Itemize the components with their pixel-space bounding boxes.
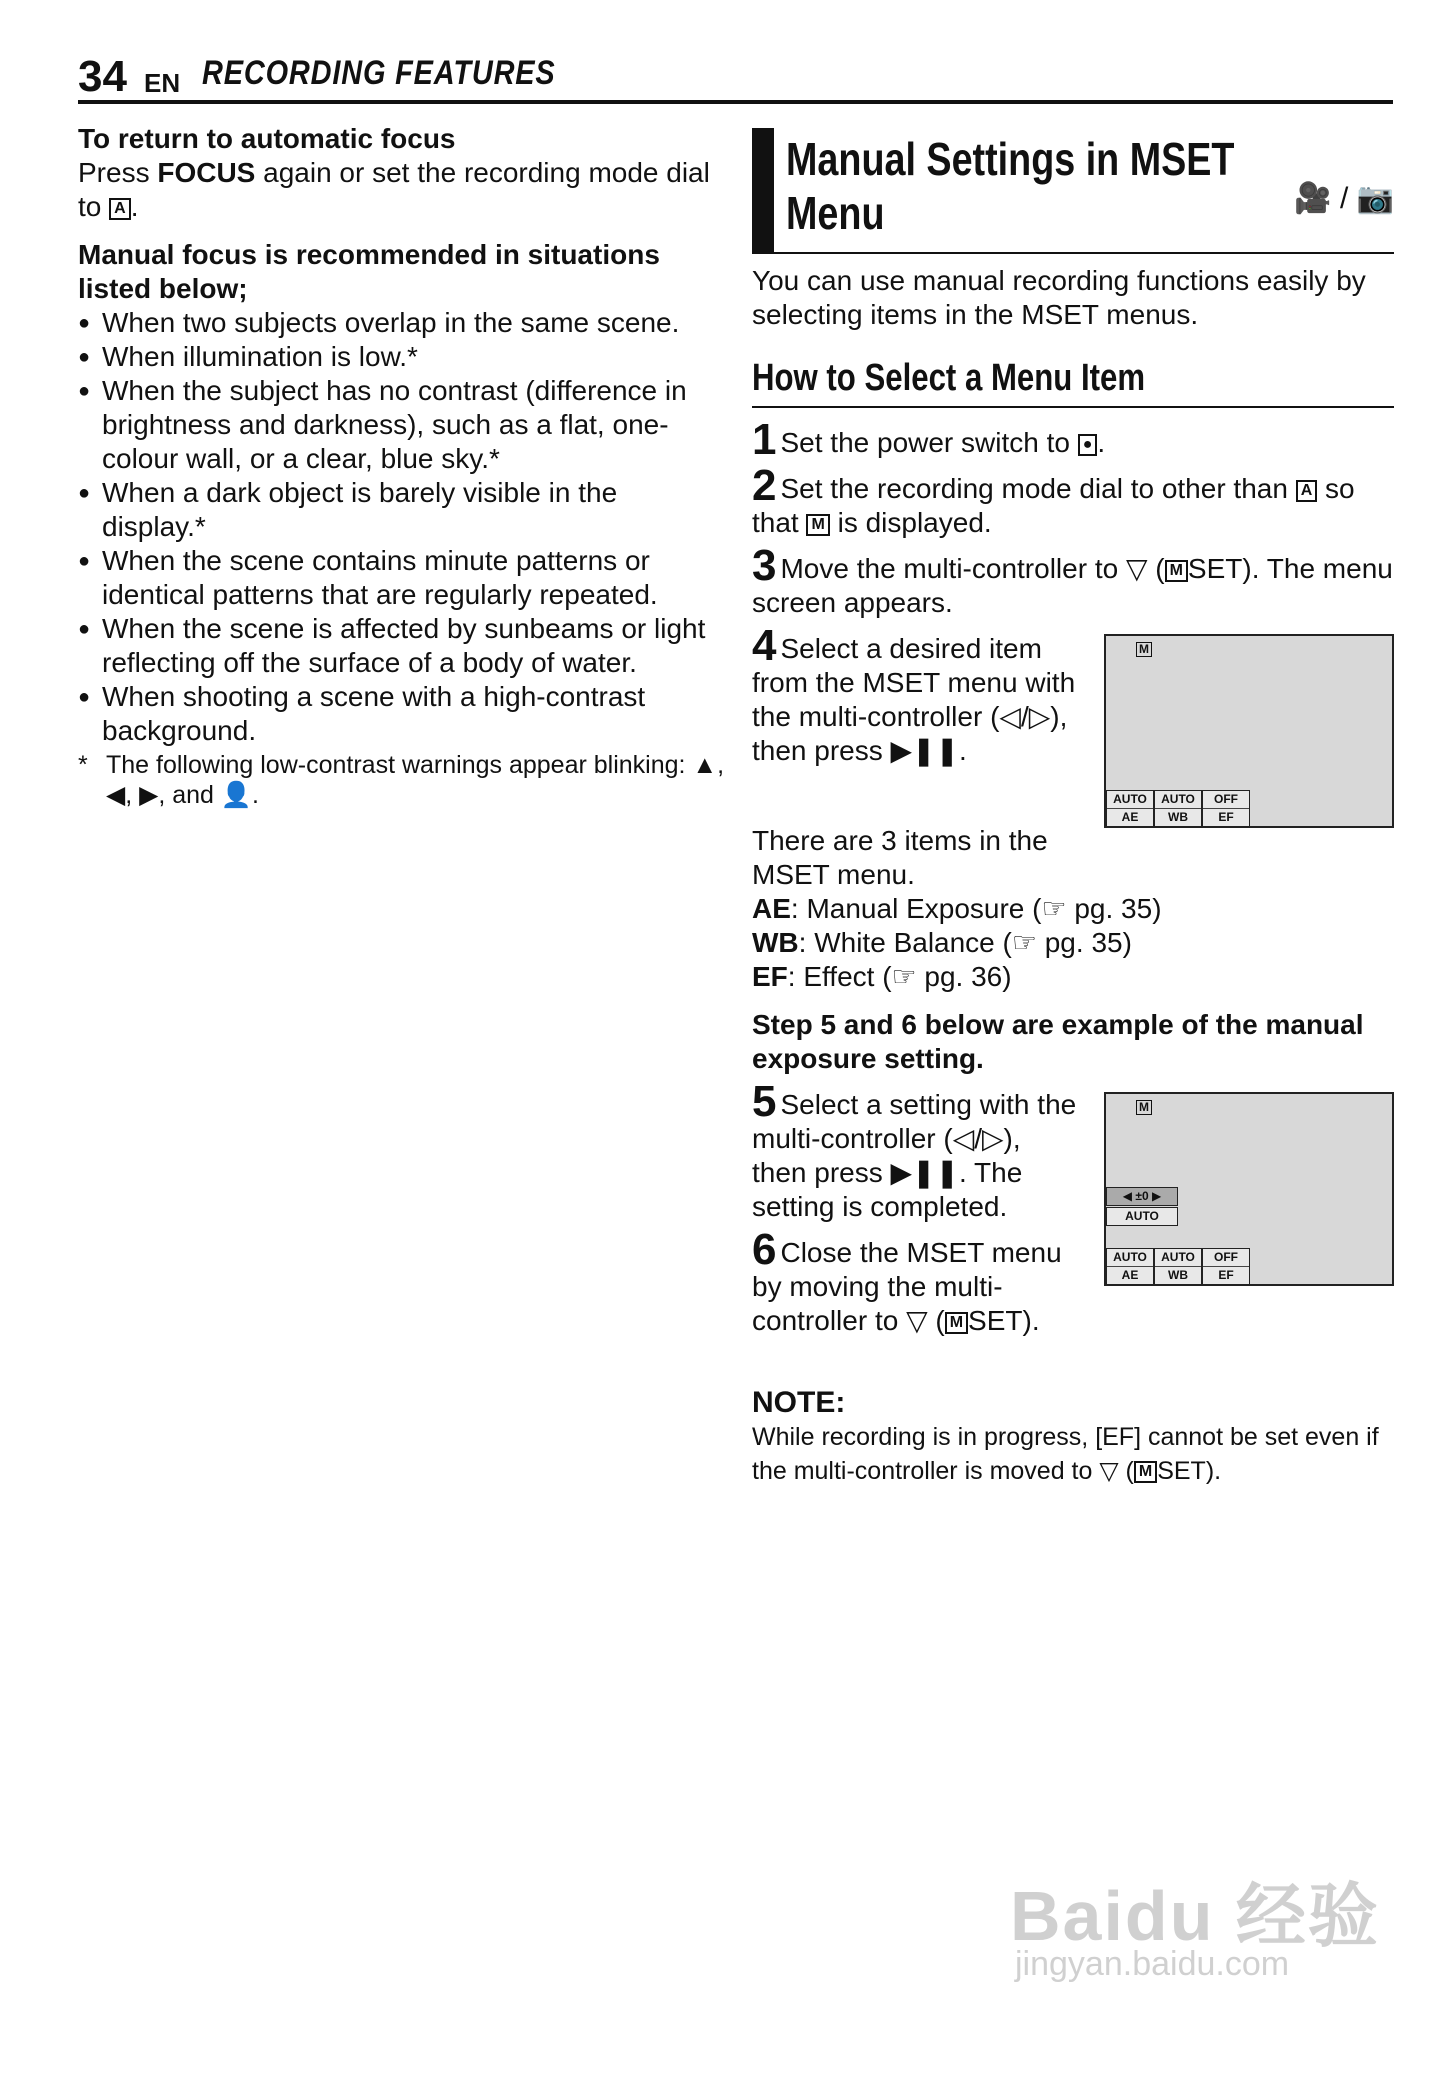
menu-item-value: AUTO	[1155, 1249, 1201, 1267]
exposure-value: AUTO	[1106, 1207, 1178, 1226]
list-item: ● When the scene is affected by sunbeams or light reflecting off the surface of a body of water.	[78, 612, 728, 680]
section-title: RECORDING FEATURES	[202, 54, 556, 92]
situation-list	[78, 306, 728, 748]
note-text	[752, 1420, 1394, 1488]
step-number: 1	[752, 415, 777, 464]
item-key: AE	[752, 893, 791, 924]
sub-heading	[752, 354, 1394, 408]
return-text-2: again or set the recording mode dial to	[78, 157, 710, 222]
footnote-star: *	[78, 751, 88, 779]
footnote-end: .	[252, 781, 259, 809]
mset-menu-screen	[1104, 634, 1394, 828]
step-5-6-row	[752, 1077, 1394, 1374]
menu-item-label: AE	[1121, 810, 1139, 824]
menu-item-ef	[1202, 790, 1250, 826]
menu-item-wb	[1154, 790, 1202, 826]
menu-item-label: AE	[1121, 1268, 1139, 1282]
footnote	[78, 750, 728, 810]
step-2	[752, 461, 1394, 540]
watermark-url: jingyan.baidu.com	[1015, 1945, 1290, 1983]
main-title-block	[752, 128, 1394, 254]
list-item: ● When shooting a scene with a high-contrast background.	[78, 680, 728, 748]
list-item: ● When a dark object is barely visible in the display.*	[78, 476, 728, 544]
watermark-logo: Baidu 经验	[1010, 1877, 1380, 1955]
menu-item-ae	[1106, 1248, 1154, 1284]
auto-mode-icon: A	[1296, 480, 1318, 502]
menu-item-value: OFF	[1203, 791, 1249, 809]
camera-mode-icon: ●	[1078, 434, 1098, 456]
item-text: : Effect (☞ pg. 36)	[787, 961, 1012, 992]
item-wb	[752, 926, 1394, 960]
note-heading: NOTE:	[752, 1386, 846, 1419]
manual-badge: M	[1136, 1100, 1152, 1115]
step-1	[752, 415, 1394, 464]
recommend-heading: Manual focus is recommended in situations listed below;	[78, 239, 660, 304]
person-icon: 👤	[220, 781, 253, 809]
step-text: Select a setting with the multi-controller (◁/▷), then press ▶❚❚. The setting is completed.	[752, 1089, 1077, 1222]
step-text: Set the recording mode dial to other than	[780, 473, 1296, 504]
menu-item-wb	[1154, 1248, 1202, 1284]
mset-label: SET	[1157, 1457, 1206, 1485]
step-text: Set the power switch to	[780, 427, 1078, 458]
footnote-text: The following low-contrast warnings appear blinking:	[106, 751, 693, 779]
right-column	[752, 128, 1394, 1488]
menu-item-label: EF	[1218, 810, 1234, 824]
manual-mode-icon: M	[806, 514, 829, 536]
menu-item-value: OFF	[1203, 1249, 1249, 1267]
step-mid: so that	[752, 473, 1355, 538]
list-item: ● When the subject has no contrast (difference in brightness and darkness), such as a flat, one-colour wall, or a clear, blue sky.*	[78, 374, 728, 476]
menu-item-value: AUTO	[1107, 1249, 1153, 1267]
step-text: Select a desired item from the MSET menu with the multi-controller (◁/▷), then press ▶❚❚.	[752, 633, 1076, 766]
manual-mode-icon: M	[1165, 560, 1188, 582]
sub-heading-text: How to Select a Menu Item	[752, 357, 1146, 399]
main-title-line-2: Menu	[786, 187, 885, 239]
list-item: ● When illumination is low.*	[78, 340, 728, 374]
menu-item-ef	[1202, 1248, 1250, 1284]
example-heading: Step 5 and 6 below are example of the manual exposure setting.	[752, 1009, 1364, 1074]
manual-mode-icon: M	[945, 1312, 968, 1334]
step-number: 5	[752, 1077, 777, 1126]
step-6	[752, 1225, 1082, 1338]
title-bar	[752, 128, 774, 252]
language-code: EN	[144, 68, 181, 98]
item-text: : Manual Exposure (☞ pg. 35)	[790, 893, 1162, 924]
step-number: 3	[752, 541, 777, 590]
step-end: ). The menu screen appears.	[752, 553, 1393, 618]
note-end: ).	[1205, 1457, 1222, 1485]
item-key: WB	[752, 927, 799, 958]
item-ef	[752, 960, 1394, 994]
step-text: Move the multi-controller to ▽ (	[780, 553, 1165, 584]
menu-item-value: AUTO	[1107, 791, 1153, 809]
item-ae	[752, 892, 1394, 926]
mset-menu	[1106, 790, 1250, 826]
left-column	[78, 122, 728, 810]
note-body: While recording is in progress, [EF] cannot be set even if the multi-controller is moved to ▽ (	[752, 1423, 1379, 1485]
items-intro: There are 3 items in the MSET menu.	[752, 825, 1048, 890]
manual-badge: M	[1136, 642, 1152, 657]
main-title	[786, 132, 1234, 240]
warning-icons: ▲, ◀, ▶, and	[106, 751, 725, 809]
manual-mode-icon: M	[1134, 1461, 1157, 1483]
return-text-1: Press	[78, 157, 158, 188]
step-3	[752, 541, 1394, 620]
step-end: ).	[1022, 1305, 1040, 1336]
mode-icons: 🎥 / 📷	[1294, 182, 1394, 215]
item-key: EF	[752, 961, 788, 992]
list-item: ● When the scene contains minute patterns or identical patterns that are regularly repeated.	[78, 544, 728, 612]
return-focus-text	[78, 156, 728, 224]
step-end: is displayed.	[829, 507, 992, 538]
exposure-adjust: ◀ ±0 ▶	[1106, 1187, 1178, 1206]
menu-item-label: WB	[1168, 810, 1188, 824]
mset-label: SET	[1187, 553, 1243, 584]
step-end: .	[1097, 427, 1106, 458]
page-number: 34	[78, 52, 127, 101]
step-4	[752, 621, 1082, 768]
step-number: 2	[752, 461, 777, 510]
step-4-row	[752, 621, 1394, 824]
step-5	[752, 1077, 1082, 1224]
auto-mode-icon: A	[109, 198, 131, 220]
menu-item-value: AUTO	[1155, 791, 1201, 809]
item-text: : White Balance (☞ pg. 35)	[798, 927, 1132, 958]
intro-text: You can use manual recording functions easily by selecting items in the MSET menus.	[752, 265, 1366, 330]
period: .	[130, 191, 139, 222]
step-number: 6	[752, 1225, 777, 1274]
exposure-screen	[1104, 1092, 1394, 1286]
menu-item-label: EF	[1218, 1268, 1234, 1282]
mset-menu	[1106, 1248, 1250, 1284]
step-text: Close the MSET menu by moving the multi-controller to ▽ (	[752, 1237, 1062, 1336]
return-focus-heading: To return to automatic focus	[78, 123, 456, 154]
page-header	[78, 52, 1393, 104]
list-item: ● When two subjects overlap in the same scene.	[78, 306, 728, 340]
main-title-line-1: Manual Settings in MSET	[786, 133, 1235, 185]
menu-item-ae	[1106, 790, 1154, 826]
step-5-6-text	[752, 1077, 1082, 1338]
step-number: 4	[752, 621, 777, 670]
mset-label: SET	[968, 1305, 1023, 1336]
focus-button-ref: FOCUS	[157, 157, 256, 188]
menu-item-label: WB	[1168, 1268, 1188, 1282]
